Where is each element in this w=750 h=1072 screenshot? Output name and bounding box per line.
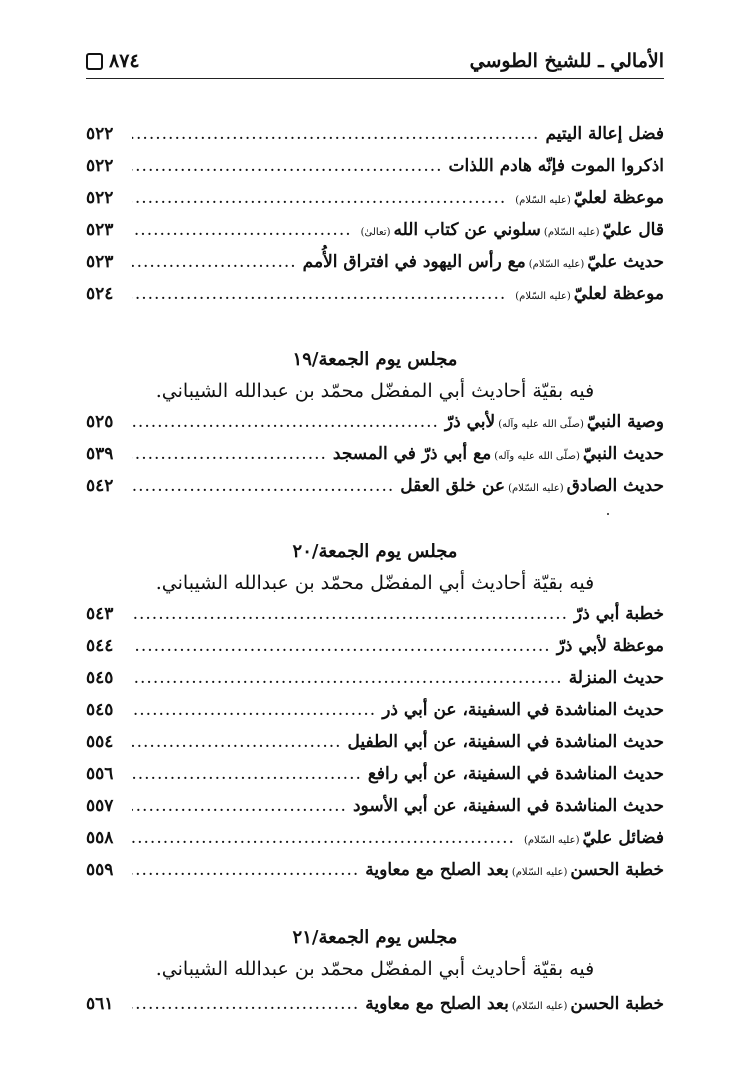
honorific: (عليه السّلام) (515, 291, 571, 302)
entry-page: ٥٦١ (86, 994, 114, 1014)
toc-entry (86, 764, 664, 794)
entry-title-continued: مع أبي ذرّ في المسجد (332, 444, 492, 464)
section-heading: مجلس يوم الجمعة/٢٠ (292, 541, 458, 562)
entry-title: موعظة لعليّ (573, 188, 664, 208)
toc-entry (86, 188, 664, 218)
entry-page: ٥٢٣ (86, 220, 114, 240)
dot-leader (132, 796, 347, 816)
dot-leader (132, 284, 506, 304)
entry-page: ٥٢٣ (86, 252, 114, 272)
entry-title: حديث المناشدة في السفينة، عن أبي رافع (367, 764, 664, 784)
honorific: (عليه السّلام) (511, 1001, 568, 1012)
dot-leader (132, 156, 443, 176)
page-header (86, 44, 664, 79)
toc-entry (86, 828, 664, 858)
dot-leader (132, 668, 563, 688)
section-heading: مجلس يوم الجمعة/١٩ (292, 349, 458, 370)
entry-page: ٥٥٧ (86, 796, 114, 816)
toc-entry (86, 220, 664, 250)
dot-leader (132, 764, 362, 784)
section-subtitle: فيه بقيّة أحاديث أبي المفضّل محمّد بن عبدالله الشيباني. (155, 572, 595, 594)
entry-page: ٥٥٦ (86, 764, 114, 784)
entry-title: حديث المناشدة في السفينة، عن أبي الأسود (352, 796, 664, 816)
dot-leader (132, 604, 568, 624)
toc-entry (86, 252, 664, 282)
dot-leader (132, 476, 394, 496)
entry-page: ٥٥٨ (86, 828, 114, 848)
toc-entry (86, 668, 664, 698)
entry-title: حديث عليّ (587, 252, 664, 272)
toc-entry (86, 860, 664, 890)
entry-title-continued: لأبي ذرّ (444, 412, 496, 432)
page-number-text: ٨٧٤ (109, 50, 140, 72)
dot-leader (132, 188, 506, 208)
entry-title: حديث المناشدة في السفينة، عن أبي الطفيل (347, 732, 664, 752)
entry-page: ٥٥٩ (86, 860, 114, 880)
entry-title: قال عليّ (602, 220, 664, 240)
entry-title: خطبة أبي ذرّ (574, 604, 664, 624)
section-heading: مجلس يوم الجمعة/٢١ (292, 927, 458, 948)
entry-title: حديث الصادق (566, 476, 664, 496)
entry-title: حديث المنزلة (568, 668, 664, 688)
entry-page: ٥٥٤ (86, 732, 114, 752)
dot-leader (132, 732, 342, 752)
honorific: (عليه السّلام) (523, 835, 580, 846)
entry-page: ٥٢٢ (86, 156, 114, 176)
dot-leader (132, 700, 376, 720)
section-subtitle: فيه بقيّة أحاديث أبي المفضّل محمّد بن عبدالله الشيباني. (155, 380, 595, 402)
entry-page: ٥٤٢ (86, 476, 114, 496)
toc-entry (86, 444, 664, 474)
entry-page: ٥٤٥ (86, 700, 114, 720)
entry-page: ٥٣٩ (86, 444, 114, 464)
entry-title: حديث النبيّ (582, 444, 664, 464)
entry-title-continued: عن خلق العقل (400, 476, 506, 496)
entry-title: موعظة لعليّ (573, 284, 664, 304)
dot-leader (132, 124, 539, 144)
toc-entry (86, 994, 664, 1024)
entry-title-continued: بعد الصلح مع معاوية (365, 860, 509, 880)
honorific: (عليه السّلام) (515, 195, 571, 206)
entry-title-continued: مع رأس اليهود في افتراق الأُمم (302, 252, 526, 272)
entry-title: فضل إعالة اليتيم (545, 124, 664, 144)
entry-page: ٥٢٥ (86, 412, 114, 432)
dot-leader (132, 252, 297, 272)
entry-title: خطبة الحسن (570, 994, 664, 1014)
honorific: (عليه السّلام) (508, 483, 564, 494)
entry-title: فضائل عليّ (582, 828, 664, 848)
entry-title-continued: سلوني عن كتاب الله (393, 220, 541, 240)
toc-entry (86, 284, 664, 314)
toc-entry (86, 796, 664, 826)
dot-leader (132, 860, 359, 880)
toc-entry (86, 700, 664, 730)
entry-page: ٥٤٤ (86, 636, 114, 656)
entry-title: حديث المناشدة في السفينة، عن أبي ذر (382, 700, 664, 720)
entry-title: وصية النبيّ (586, 412, 664, 432)
entry-title-continued: بعد الصلح مع معاوية (365, 994, 509, 1014)
honorific: (عليه السّلام) (511, 867, 568, 878)
honorific: (عليه السّلام) (528, 259, 585, 270)
dot-leader (132, 828, 515, 848)
entry-page: ٥٢٤ (86, 284, 114, 304)
dot-leader (132, 636, 551, 656)
header-page-number (86, 50, 140, 72)
entry-title: خطبة الحسن (570, 860, 664, 880)
toc-entry (86, 476, 664, 506)
honorific: (تعالىٰ) (360, 227, 391, 238)
dot-leader (132, 220, 352, 240)
honorific: (صلّى الله عليه وآله) (498, 419, 584, 430)
toc-entry (86, 604, 664, 634)
dot-leader (132, 994, 359, 1014)
honorific: (عليه السّلام) (543, 227, 600, 238)
entry-page: ٥٤٥ (86, 668, 114, 688)
toc-entry (86, 636, 664, 666)
square-icon (86, 53, 103, 70)
toc-entry (86, 124, 664, 154)
toc-entry (86, 156, 664, 186)
toc-entry (86, 732, 664, 762)
section-subtitle: فيه بقيّة أحاديث أبي المفضّل محمّد بن عبدالله الشيباني. (155, 958, 595, 980)
toc-entry (86, 412, 664, 442)
entry-title: اذكروا الموت فإنّه هادم اللذات (448, 156, 664, 176)
dot-leader (132, 444, 327, 464)
entry-title: موعظة لأبي ذرّ (556, 636, 664, 656)
honorific: (صلّى الله عليه وآله) (494, 451, 580, 462)
entry-page: ٥٢٢ (86, 188, 114, 208)
dot-leader (132, 412, 439, 432)
entry-page: ٥٢٢ (86, 124, 114, 144)
page-speck (607, 513, 609, 515)
header-title: الأمالي ـ للشيخ الطوسي (469, 50, 664, 72)
entry-page: ٥٤٣ (86, 604, 114, 624)
